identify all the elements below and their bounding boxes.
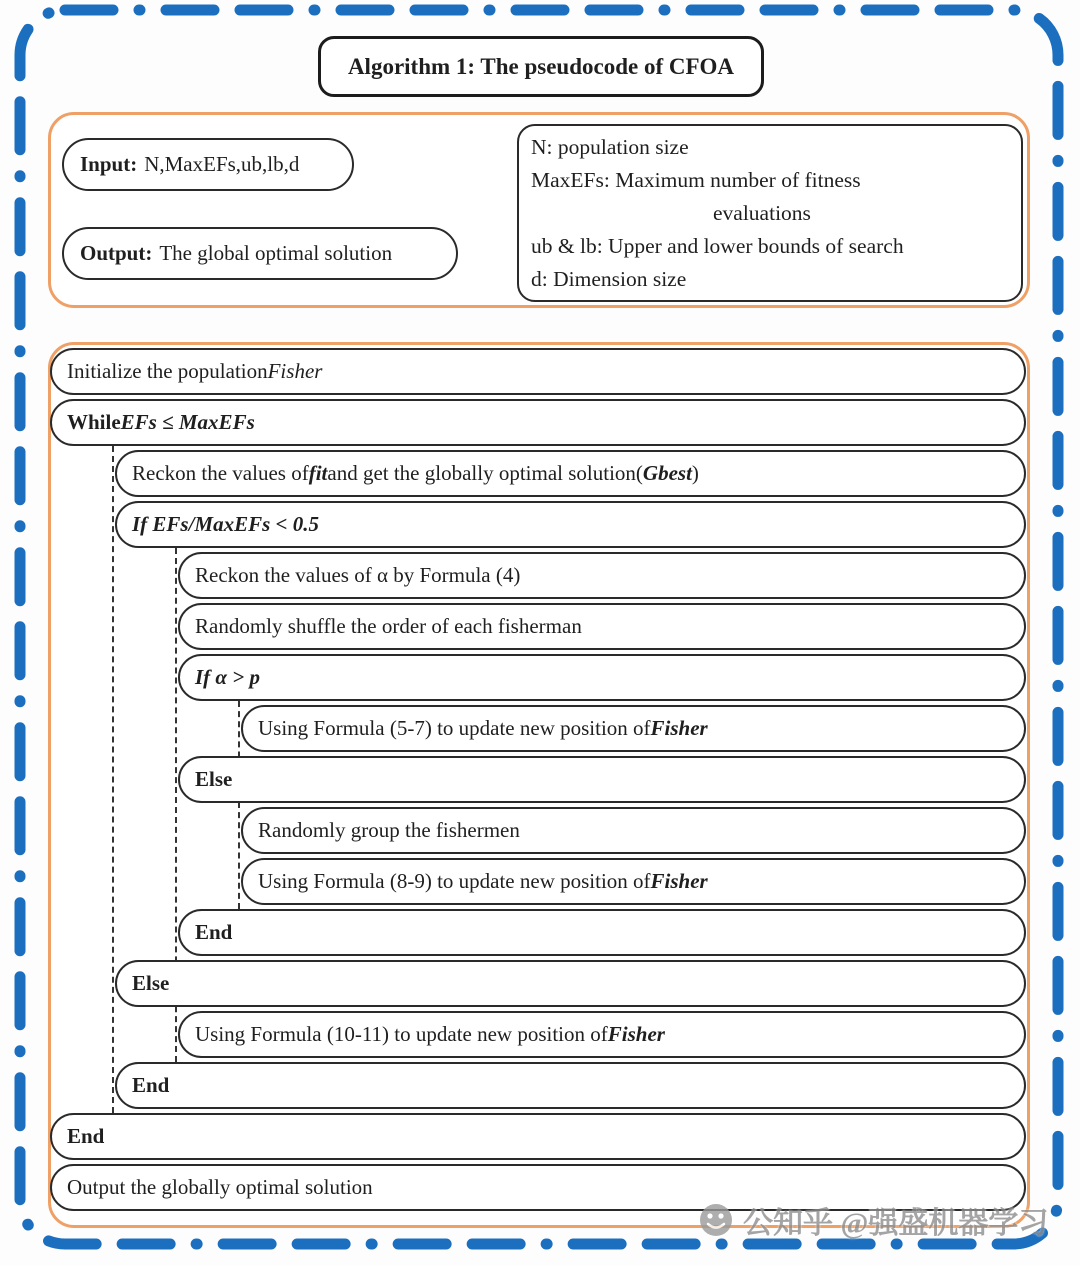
pseudocode-text: End <box>195 920 233 944</box>
pseudocode-row <box>115 960 1026 1007</box>
pseudocode-text: Initialize the population <box>67 359 268 383</box>
pseudocode-text: Gbest <box>642 461 692 485</box>
pseudocode-text: Using Formula (8-9) to update new position of <box>258 869 651 893</box>
algorithm-title: Algorithm 1: The pseudocode of CFOA <box>347 53 735 79</box>
legend-line: ub & lb: Upper and lower bounds of search <box>531 234 904 258</box>
nesting-guide-if-inner <box>238 701 240 909</box>
pseudocode-row <box>178 1011 1026 1058</box>
parameter-legend-box <box>517 124 1023 302</box>
pseudocode-row <box>178 552 1026 599</box>
input-value: N,MaxEFs,ub,lb,d <box>144 152 300 176</box>
pseudocode-row <box>178 654 1026 701</box>
pseudocode-text: Fisher <box>650 869 708 893</box>
chat-bubble-icon <box>698 1202 734 1238</box>
pseudocode-text: fit <box>308 461 328 485</box>
pseudocode-row <box>115 1062 1026 1109</box>
input-pill <box>62 138 354 191</box>
pseudocode-text: Output the globally optimal solution <box>67 1175 373 1199</box>
pseudocode-text: Using Formula (5-7) to update new position of <box>258 716 651 740</box>
pseudocode-row <box>178 603 1026 650</box>
pseudocode-row <box>178 909 1026 956</box>
pseudocode-text: Randomly shuffle the order of each fisherman <box>195 614 582 638</box>
pseudocode-text: End <box>67 1124 105 1148</box>
pseudocode-text: Fisher <box>650 716 708 740</box>
pseudocode-text: While <box>67 410 121 434</box>
output-pill <box>62 227 458 280</box>
pseudocode-row <box>115 501 1026 548</box>
pseudocode-row <box>178 756 1026 803</box>
pseudocode-text: Else <box>132 971 170 995</box>
pseudocode-text: If α > p <box>195 665 260 689</box>
pseudocode-text: Randomly group the fishermen <box>258 818 520 842</box>
pseudocode-text: and get the globally optimal solution( <box>327 461 643 485</box>
pseudocode-row <box>115 450 1026 497</box>
legend-line: evaluations <box>713 201 811 225</box>
pseudocode-row <box>241 705 1026 752</box>
pseudocode-text: Reckon the values of <box>132 461 309 485</box>
watermark <box>698 1198 1048 1242</box>
output-label: Output: <box>80 241 153 265</box>
pseudocode-text: Else <box>195 767 233 791</box>
pseudocode-row <box>241 858 1026 905</box>
algorithm-title-box <box>318 36 764 97</box>
pseudocode-text: ) <box>691 461 699 485</box>
pseudocode-text: End <box>132 1073 170 1097</box>
pseudocode-text: Fisher <box>607 1022 665 1046</box>
pseudocode-text: Reckon the values of α by Formula (4) <box>195 563 521 587</box>
pseudocode-row <box>50 348 1026 395</box>
input-label: Input: <box>80 152 138 176</box>
legend-line: d: Dimension size <box>531 267 687 291</box>
pseudocode-row <box>241 807 1026 854</box>
pseudocode-row <box>50 399 1026 446</box>
output-value: The global optimal solution <box>159 241 393 265</box>
pseudocode-text: Fisher <box>267 359 323 383</box>
pseudocode-row <box>50 1113 1026 1160</box>
legend-line: MaxEFs: Maximum number of fitness <box>531 168 861 192</box>
watermark-text: 公知乎 @强盛机器学习 <box>743 1207 1049 1240</box>
nesting-guide-while <box>112 446 114 1113</box>
pseudocode-text: Using Formula (10-11) to update new position of <box>195 1022 608 1046</box>
legend-line: N: population size <box>531 135 689 159</box>
pseudocode-text: If EFs/MaxEFs < 0.5 <box>132 512 320 536</box>
pseudocode-text: EFs ≤ MaxEFs <box>120 410 255 434</box>
